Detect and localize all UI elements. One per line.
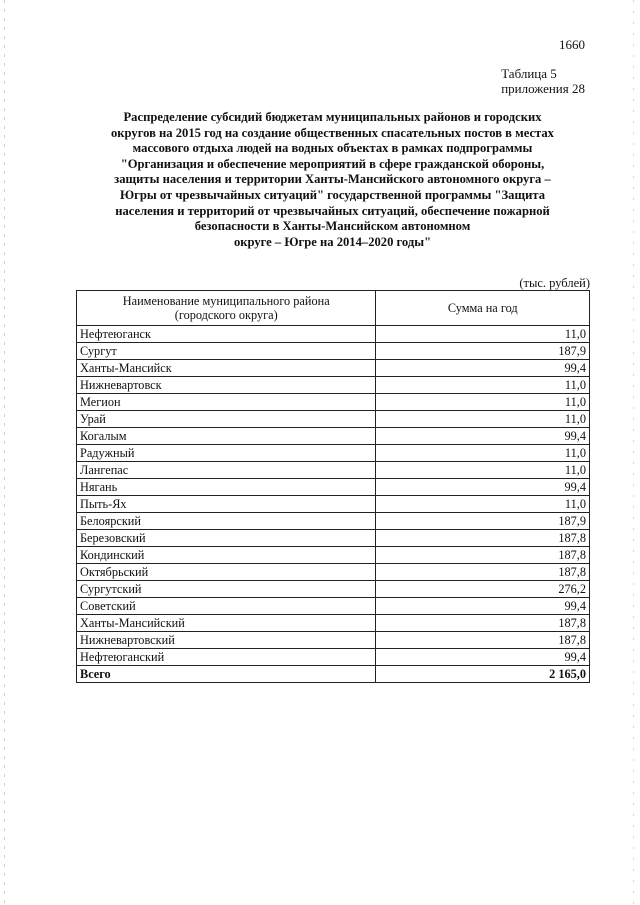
municipality-name: Кондинский bbox=[77, 547, 376, 564]
scan-edge-left bbox=[4, 0, 5, 905]
table-row bbox=[77, 377, 590, 394]
municipality-name: Урай bbox=[77, 411, 376, 428]
table-row bbox=[77, 343, 590, 360]
subsidy-amount: 99,4 bbox=[376, 649, 590, 666]
municipality-name: Мегион bbox=[77, 394, 376, 411]
subsidy-amount: 99,4 bbox=[376, 598, 590, 615]
title-line: "Организация и обеспечение мероприятий в сфере гражданской обороны, bbox=[120, 156, 545, 171]
subsidy-amount: 99,4 bbox=[376, 479, 590, 496]
subsidy-amount: 187,8 bbox=[376, 632, 590, 649]
subsidy-amount: 187,8 bbox=[376, 547, 590, 564]
municipality-name: Нижневартовский bbox=[77, 632, 376, 649]
table-row bbox=[77, 462, 590, 479]
subsidy-amount: 11,0 bbox=[376, 326, 590, 343]
subsidy-amount: 187,8 bbox=[376, 615, 590, 632]
municipality-name: Белоярский bbox=[77, 513, 376, 530]
document-title bbox=[75, 110, 590, 250]
title-line: защиты населения и территории Ханты-Мансийского автономного округа – bbox=[114, 172, 551, 187]
table-row bbox=[77, 479, 590, 496]
table-reference-line-2: приложения 28 bbox=[501, 81, 585, 96]
scan-edge-right bbox=[633, 0, 634, 905]
table-row bbox=[77, 581, 590, 598]
municipality-name: Ханты-Мансийск bbox=[77, 360, 376, 377]
table-row bbox=[77, 632, 590, 649]
table-row bbox=[77, 496, 590, 513]
table-row bbox=[77, 326, 590, 343]
municipality-name: Когалым bbox=[77, 428, 376, 445]
title-line: безопасности в Ханты-Мансийском автономном bbox=[194, 219, 471, 234]
table-row bbox=[77, 360, 590, 377]
table-row bbox=[77, 445, 590, 462]
municipality-name: Березовский bbox=[77, 530, 376, 547]
title-line: населения и территорий от чрезвычайных ситуаций, обеспечение пожарной bbox=[115, 203, 550, 218]
table-header-row bbox=[77, 291, 590, 326]
page-number: 1660 bbox=[559, 37, 585, 52]
table-row bbox=[77, 615, 590, 632]
title-line: массового отдыха людей на водных объектах в рамках подпрограммы bbox=[132, 141, 533, 156]
table-row bbox=[77, 530, 590, 547]
table-reference bbox=[501, 66, 585, 96]
total-row bbox=[77, 666, 590, 683]
subsidy-amount: 99,4 bbox=[376, 360, 590, 377]
municipality-name: Радужный bbox=[77, 445, 376, 462]
total-label: Всего bbox=[77, 666, 376, 683]
table-reference-line-1: Таблица 5 bbox=[501, 66, 557, 81]
subsidy-table bbox=[76, 290, 590, 683]
table-row bbox=[77, 411, 590, 428]
table-row bbox=[77, 598, 590, 615]
municipality-name: Нефтеюганск bbox=[77, 326, 376, 343]
table-row bbox=[77, 428, 590, 445]
subsidy-amount: 11,0 bbox=[376, 462, 590, 479]
subsidy-amount: 187,8 bbox=[376, 530, 590, 547]
subsidy-amount: 11,0 bbox=[376, 411, 590, 428]
header-amount-column: Сумма на год bbox=[376, 291, 590, 326]
table-row bbox=[77, 394, 590, 411]
table-row bbox=[77, 649, 590, 666]
table-row bbox=[77, 564, 590, 581]
municipality-name: Нягань bbox=[77, 479, 376, 496]
subsidy-amount: 11,0 bbox=[376, 394, 590, 411]
municipality-name: Ханты-Мансийский bbox=[77, 615, 376, 632]
units-label: (тыс. рублей) bbox=[519, 276, 590, 290]
title-line: Югры от чрезвычайных ситуаций" государственной программы "Защита bbox=[120, 187, 545, 202]
municipality-name: Сургутский bbox=[77, 581, 376, 598]
subsidy-amount: 99,4 bbox=[376, 428, 590, 445]
subsidy-amount: 11,0 bbox=[376, 377, 590, 394]
header-name-column bbox=[77, 291, 376, 326]
municipality-name: Лангепас bbox=[77, 462, 376, 479]
total-amount: 2 165,0 bbox=[376, 666, 590, 683]
municipality-name: Нефтеюганский bbox=[77, 649, 376, 666]
municipality-name: Советский bbox=[77, 598, 376, 615]
municipality-name: Сургут bbox=[77, 343, 376, 360]
title-line: Распределение субсидий бюджетам муниципальных районов и городских bbox=[123, 110, 542, 124]
title-line: округе – Югре на 2014–2020 годы" bbox=[233, 234, 432, 249]
table-body bbox=[77, 326, 590, 683]
subsidy-amount: 187,9 bbox=[376, 513, 590, 530]
header-name-line-1: Наименование муниципального района bbox=[122, 294, 330, 308]
header-name-line-2: (городского округа) bbox=[174, 308, 278, 322]
table-row bbox=[77, 547, 590, 564]
subsidy-amount: 276,2 bbox=[376, 581, 590, 598]
subsidy-amount: 187,9 bbox=[376, 343, 590, 360]
title-line: округов на 2015 год на создание общественных спасательных постов в местах bbox=[111, 125, 554, 140]
municipality-name: Октябрьский bbox=[77, 564, 376, 581]
municipality-name: Пыть-Ях bbox=[77, 496, 376, 513]
table-row bbox=[77, 513, 590, 530]
subsidy-amount: 11,0 bbox=[376, 496, 590, 513]
subsidy-amount: 187,8 bbox=[376, 564, 590, 581]
subsidy-amount: 11,0 bbox=[376, 445, 590, 462]
municipality-name: Нижневартовск bbox=[77, 377, 376, 394]
